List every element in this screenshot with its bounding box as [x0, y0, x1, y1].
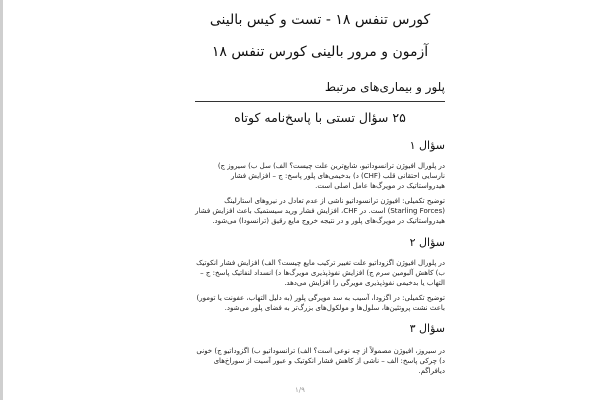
question-2-heading: سؤال ۲	[409, 236, 445, 249]
question-2-text: در پلورال افیوژن اگزوداتیو علت تغییر ترکیب مایع چیست؟ الف) افزایش فشار انکوتیک ب) کاهش آلبومین سرم ج) افزایش نفوذپذیری مویرگ‌ها د) انسداد لنفاتیک پاسخ: ج – التهاب یا بدخیمی نفوذپذیری مویرگی را افزایش می‌دهد.	[196, 259, 445, 287]
page-number: ۱/۹	[295, 386, 305, 394]
question-1-explanation: توضیح تکمیلی: افیوژن ترانسوداتیو ناشی از عدم تعادل در نیروهای استارلینگ (Starling Forces) است. در CHF، افزایش فشار ورید سیستمیک باعث افزایش فشار هیدرواستاتیک در مویرگ‌های پلور و در نتیجه خروج مایع رقیق (ترانسودا) می‌شود.	[195, 197, 445, 225]
question-3-text: در سیروز، افیوژن مصمولاً از چه نوعی است؟ الف) ترانسوداتیو ب) اگزوداتیو ج) خونی د) چرکی پاسخ: الف – ناشی از کاهش فشار انکوتیک و عبور آسیت از سوراخ‌های دیافراگم.	[196, 347, 445, 375]
question-2-explanation: توضیح تکمیلی: در اگزودا، آسیب به سد مویرگی پلور (به دلیل التهاب، عفونت یا تومور) باعث نشت پروتئین‌ها، سلول‌ها و مولکول‌های بزرگ‌تر به فضای پلور می‌شود.	[196, 294, 445, 312]
question-1-heading: سؤال ۱	[409, 139, 445, 152]
horizontal-rule	[195, 101, 445, 102]
section-heading: پلور و بیماری‌های مرتبط	[324, 80, 445, 94]
document-subtitle: آزمون و مرور بالینی کورس تنفس ۱۸	[211, 44, 429, 60]
document-title: کورس تنفس ۱۸ - تست و کیس بالینی	[209, 12, 431, 28]
question-1-text: در پلورال افیوژن ترانسوداتیو، شایع‌ترین علت چیست؟ الف) سل ب) سیروز ج) نارسایی احتقانی قلب (CHF) د) بدخیمی‌های پلور پاسخ: ج – افزایش فشار هیدرواستاتیک در مویرگ‌ها عامل اصلی است.	[217, 162, 445, 190]
document-content	[195, 0, 445, 400]
question-3-heading: سؤال ۳	[409, 322, 445, 335]
part-title: ۲۵ سؤال تستی با پاسخ‌نامه کوتاه	[234, 110, 406, 125]
